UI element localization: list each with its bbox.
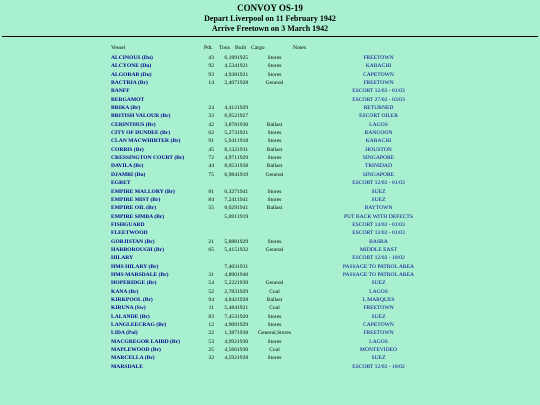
cell-built: 1930	[237, 347, 249, 354]
cell-notes: ESCORT 14/02 - 01/03	[352, 221, 405, 228]
table-row	[111, 121, 461, 129]
cell-tons: 2,783	[224, 288, 237, 295]
cell-pdt	[198, 254, 214, 262]
cell-cargo: General,Stores	[257, 330, 292, 337]
cell-pdt: 45	[208, 146, 214, 153]
vessel-link[interactable]: BACTRIA (Br)	[111, 80, 148, 87]
vessel-link[interactable]: HILARY	[111, 255, 134, 262]
cell-notes: LAGOS	[369, 288, 388, 295]
cell-pdt: 54	[208, 280, 214, 287]
cell-pdt: 43	[208, 55, 214, 61]
cell-notes: FREETOWN	[363, 305, 394, 312]
cell-built: 1928	[237, 355, 249, 362]
cell-built: 1929	[237, 155, 249, 162]
cell-pdt: 91	[208, 138, 214, 145]
cell-tons: 5,273	[224, 130, 237, 137]
vessel-link[interactable]: BRIKA (Br)	[111, 105, 141, 112]
col-header-built: Built	[235, 45, 247, 51]
cell-cargo: Stores	[267, 322, 282, 328]
table-row	[111, 246, 461, 254]
table-row	[111, 129, 461, 137]
cell-cargo	[253, 104, 296, 112]
vessel-link[interactable]: ALCYONE (Du)	[111, 63, 152, 70]
vessel-link[interactable]: EMPIRE MALLORY (Br)	[111, 188, 175, 195]
header-divider	[2, 36, 538, 37]
cell-cargo	[253, 179, 296, 187]
vessel-link[interactable]: CRESSINGTON COURT (Br)	[111, 155, 185, 162]
cell-built	[237, 254, 253, 262]
cell-cargo: Ballast	[266, 163, 283, 170]
page-title: CONVOY OS-19	[237, 3, 303, 13]
cell-cargo	[253, 263, 296, 271]
vessel-link[interactable]: EGRET	[111, 180, 131, 187]
cell-built: 1920	[237, 313, 249, 320]
vessel-link[interactable]: MARCELLA (Br)	[111, 355, 155, 362]
cell-notes: ESCORT 12/02 - 18/02	[352, 363, 405, 370]
cell-cargo: Stores	[267, 155, 282, 162]
cell-cargo	[253, 87, 296, 95]
cell-cargo: General	[265, 280, 284, 287]
table-row	[111, 204, 461, 212]
cell-notes: SINGAPORE	[362, 155, 395, 162]
cell-tons	[214, 87, 237, 95]
cell-tons	[214, 96, 237, 104]
cell-pdt: 12	[208, 322, 214, 328]
cell-built: 1941	[237, 188, 249, 195]
table-row	[111, 363, 461, 371]
cell-notes: SUEZ	[371, 355, 386, 362]
col-header-vessel: Vessel	[111, 45, 126, 51]
vessel-link[interactable]: HMS HILARY (Br)	[111, 263, 159, 270]
cell-cargo: Stores	[267, 196, 282, 203]
cell-cargo	[253, 221, 296, 229]
cell-notes: PASSAGE TO PATROL AREA	[342, 271, 415, 278]
vessel-link[interactable]: FISHGUARD	[111, 221, 145, 228]
cell-pdt: 25	[208, 347, 214, 354]
cell-cargo	[253, 271, 296, 279]
cell-cargo: Ballast	[266, 146, 283, 153]
cell-tons: 5,415	[224, 246, 237, 253]
cell-built	[237, 179, 253, 187]
cell-built	[237, 229, 253, 237]
cell-cargo: Coal	[269, 305, 280, 312]
cell-built: 1929	[237, 238, 249, 245]
cell-pdt	[198, 96, 214, 104]
cell-notes: PUT BACK WITH DEFECTS	[344, 213, 413, 220]
vessel-link[interactable]: HOPERIDGE (Br)	[111, 280, 157, 287]
cell-tons: 2,407	[224, 80, 237, 87]
cell-pdt: 53	[208, 338, 214, 345]
table-row	[111, 96, 461, 104]
cell-notes: CAPETOWN	[363, 71, 394, 78]
table-row	[111, 137, 461, 145]
cell-notes: MIDDLE EAST	[359, 246, 398, 253]
cell-notes: KARACHI	[365, 138, 392, 145]
cell-notes: FREETOWN	[363, 80, 394, 87]
cell-tons: 1,387	[224, 330, 237, 337]
cell-built: 1919	[237, 213, 249, 220]
cell-pdt: 72	[208, 155, 214, 162]
cell-tons: 4,566	[224, 347, 237, 354]
cell-pdt	[198, 213, 214, 221]
cell-built: 1941	[237, 205, 249, 212]
cell-notes: L MARQUES	[362, 296, 395, 303]
cell-tons: 4,592	[224, 355, 237, 362]
cell-built: 1925	[237, 55, 249, 61]
cell-notes: SUEZ	[371, 313, 386, 320]
cell-built: 1929	[237, 288, 249, 295]
vessel-link[interactable]: EMPIRE OIL (Br)	[111, 205, 157, 212]
cell-cargo: Stores	[267, 238, 282, 245]
table-row	[111, 254, 461, 262]
cell-built: 1927	[237, 113, 249, 120]
cell-built: 1921	[237, 305, 249, 312]
cell-cargo	[253, 254, 296, 262]
vessel-link[interactable]: DAVILA (Br)	[111, 163, 144, 170]
cell-notes: KARACHI	[365, 63, 392, 70]
vessel-link[interactable]: CLAN MACWHIRTER (Br)	[111, 138, 181, 145]
cell-cargo	[253, 229, 296, 237]
table-row	[111, 271, 461, 279]
cell-cargo	[253, 96, 296, 104]
cell-built: 1941	[237, 196, 249, 203]
vessel-link[interactable]: HARBOROUGH (Br)	[111, 246, 164, 253]
table-row	[111, 112, 461, 120]
cell-tons: 8,029	[224, 205, 237, 212]
cell-tons: 4,971	[224, 155, 237, 162]
table-row	[111, 321, 461, 329]
vessel-link[interactable]: KANA (Br)	[111, 288, 139, 295]
cell-built: 1931	[237, 263, 249, 270]
cell-tons: 6,984	[224, 171, 237, 178]
vessel-link[interactable]: BERGAMOT	[111, 96, 145, 103]
cell-pdt: 33	[208, 113, 214, 120]
cell-tons	[214, 221, 237, 229]
table-row	[111, 79, 461, 87]
cell-pdt	[198, 179, 214, 187]
cell-pdt: 92	[208, 63, 214, 70]
cell-notes: ESCORT 12/02 - 18/02	[352, 255, 405, 262]
cell-cargo: Stores	[267, 71, 282, 78]
cell-notes: RANGOON	[364, 130, 393, 137]
cell-cargo: Stores	[267, 338, 282, 345]
vessel-link[interactable]: BANFF	[111, 88, 130, 95]
cell-notes: ESCORT OILER	[359, 113, 398, 120]
vessel-link[interactable]: BRITISH VALOUR (Br)	[111, 113, 171, 120]
cell-cargo: Ballast	[266, 296, 283, 303]
cell-tons: 4,992	[224, 338, 237, 345]
cell-tons: 6,189	[224, 55, 237, 61]
cell-notes: ESCORT 27/02 - 03/03	[352, 96, 405, 103]
convoy-table-body	[111, 54, 461, 371]
cell-pdt	[198, 221, 214, 229]
cell-tons: 4,412	[224, 105, 237, 112]
vessel-link[interactable]: LALANDE (Br)	[111, 313, 150, 320]
cell-cargo: Stores	[267, 138, 282, 145]
cell-cargo: Coal	[269, 288, 280, 295]
cell-tons: 5,484	[224, 305, 237, 312]
table-row	[111, 146, 461, 154]
table-row	[111, 313, 461, 321]
cell-notes: FREETOWN	[363, 55, 394, 61]
table-row	[111, 171, 461, 179]
cell-notes: HOUSTON	[365, 146, 392, 153]
cell-pdt	[198, 87, 214, 95]
table-row	[111, 188, 461, 196]
vessel-link[interactable]: ALGORAB (Du)	[111, 71, 152, 78]
cell-built: 1929	[237, 322, 249, 328]
cell-tons: 4,842	[224, 296, 237, 303]
cell-tons: 8,053	[224, 163, 237, 170]
cell-notes: PASSAGE TO PATROL AREA	[342, 263, 415, 270]
cell-pdt: 62	[208, 130, 214, 137]
cell-tons	[214, 254, 237, 262]
cell-tons: 6,327	[224, 188, 237, 195]
cell-notes: ESCORT 12/02 - 01/03	[352, 180, 405, 187]
table-row	[111, 229, 461, 237]
vessel-link[interactable]: ALCINOUS (Du)	[111, 55, 153, 61]
vessel-link[interactable]: KIRKPOOL (Br)	[111, 296, 153, 303]
table-row	[111, 213, 461, 221]
cell-pdt: 32	[208, 355, 214, 362]
cell-tons: 4,534	[224, 63, 237, 70]
cell-built: 1932	[237, 246, 249, 253]
vessel-link[interactable]: MAPLEWOOD (Br)	[111, 347, 161, 354]
table-row	[111, 179, 461, 187]
col-header-cargo: Cargo	[251, 45, 265, 51]
cell-pdt: 52	[208, 288, 214, 295]
cell-tons: 8,132	[224, 146, 237, 153]
cell-tons	[214, 229, 237, 237]
cell-cargo: Ballast	[266, 121, 283, 128]
vessel-link[interactable]: LANGLEECRAG (Br)	[111, 322, 167, 328]
table-row	[111, 329, 461, 337]
cell-notes: LAGOS	[369, 338, 388, 345]
table-row	[111, 54, 461, 62]
cell-tons: 5,941	[224, 138, 237, 145]
cell-cargo: Stores	[267, 188, 282, 195]
cell-notes: BAYTOWN	[364, 205, 393, 212]
cell-tons	[214, 363, 237, 371]
table-row	[111, 304, 461, 312]
cell-tons: 6,952	[224, 113, 237, 120]
cell-cargo: Stores	[267, 313, 282, 320]
cell-notes: LAGOS	[369, 121, 388, 128]
cell-notes: FREETOWN	[363, 330, 394, 337]
table-row	[111, 263, 461, 271]
cell-pdt: 84	[208, 196, 214, 203]
table-row	[111, 346, 461, 354]
vessel-link[interactable]: EMPIRE MIST (Br)	[111, 196, 161, 203]
vessel-link[interactable]: CITY OF DUNDEE (Br)	[111, 130, 171, 137]
depart-line: Depart Liverpool on 11 February 1942	[204, 14, 336, 23]
cell-built: 1921	[237, 63, 249, 70]
cell-built: 1919	[237, 171, 249, 178]
vessel-link[interactable]: KIRUNA (Sw)	[111, 305, 146, 312]
cell-cargo: Stores	[267, 55, 282, 61]
cell-pdt: 42	[208, 121, 214, 128]
cell-cargo: General	[265, 80, 284, 87]
cell-built: 1940	[237, 271, 249, 278]
cell-cargo: General	[265, 171, 284, 178]
cell-cargo	[253, 213, 296, 221]
cell-pdt	[198, 229, 214, 237]
table-row	[111, 296, 461, 304]
cell-notes: SUEZ	[371, 188, 386, 195]
cell-notes: BASRA	[369, 238, 388, 245]
table-row	[111, 288, 461, 296]
table-row	[111, 338, 461, 346]
cell-built: 1938	[237, 330, 249, 337]
cell-built: 1930	[237, 338, 249, 345]
cell-pdt: 31	[208, 271, 214, 278]
cell-built: 1921	[237, 130, 249, 137]
cell-built: 1930	[237, 121, 249, 128]
cell-pdt: 22	[208, 330, 214, 337]
vessel-link[interactable]: MACGREGOR LAIRD (Br)	[111, 338, 180, 345]
cell-notes: TRINIDAD	[364, 163, 393, 170]
table-row	[111, 354, 461, 362]
convoy-table	[111, 54, 461, 371]
cell-pdt	[198, 363, 214, 371]
cell-built	[237, 87, 253, 95]
vessel-link[interactable]: DJAMBI (Du)	[111, 171, 146, 178]
table-row	[111, 162, 461, 170]
cell-pdt: 44	[208, 163, 214, 170]
cell-tons: 3,878	[224, 121, 237, 128]
table-row	[111, 238, 461, 246]
col-header-pdt: Pdt.	[204, 45, 213, 51]
cell-pdt: 93	[208, 71, 214, 78]
cell-built	[237, 221, 253, 229]
cell-notes: ESCORT 12/02 - 01/03	[352, 230, 405, 237]
cell-pdt: 11	[208, 305, 214, 312]
cell-built: 1918	[237, 138, 249, 145]
cell-cargo: Ballast	[266, 205, 283, 212]
cell-cargo	[253, 112, 296, 120]
cell-built: 1939	[237, 280, 249, 287]
cell-built: 1938	[237, 163, 249, 170]
cell-built: 1928	[237, 296, 249, 303]
cell-built: 1921	[237, 71, 249, 78]
cell-tons: 7,453	[224, 313, 237, 320]
cell-cargo: General	[265, 246, 284, 253]
col-header-notes: Notes	[293, 45, 307, 51]
cell-pdt: 14	[208, 80, 214, 87]
cell-notes: MONTEVIDEO	[359, 347, 398, 354]
cell-cargo: Coal	[269, 347, 280, 354]
vessel-link[interactable]: EMPIRE SIMBA (Br)	[111, 213, 165, 220]
table-row	[111, 62, 461, 70]
cell-notes: SINGAPORE	[362, 171, 395, 178]
table-row	[111, 221, 461, 229]
cell-pdt: 81	[208, 188, 214, 195]
cell-tons: 7,403	[224, 263, 237, 270]
vessel-link[interactable]: CERINTHUS (Br)	[111, 121, 156, 128]
cell-notes: CAPETOWN	[363, 322, 394, 328]
cell-pdt: 75	[208, 171, 214, 178]
vessel-link[interactable]: CORBIS (Br)	[111, 146, 144, 153]
cell-notes: ESCORT 12/02 - 01/03	[352, 88, 405, 95]
cell-tons: 7,241	[224, 196, 237, 203]
arrive-line: Arrive Freetown on 3 March 1942	[211, 24, 329, 33]
cell-built	[237, 96, 253, 104]
cell-tons: 4,909	[224, 322, 237, 328]
cell-built	[237, 363, 253, 371]
cell-notes: SUEZ	[371, 196, 386, 203]
vessel-link[interactable]: FLEETWOOD	[111, 230, 148, 237]
table-row	[111, 279, 461, 287]
cell-tons: 4,938	[224, 71, 237, 78]
cell-tons: 4,890	[224, 271, 237, 278]
cell-cargo: Stores	[267, 130, 282, 137]
cell-pdt	[198, 263, 214, 271]
vessel-link[interactable]: GORJISTAN (Br)	[111, 238, 155, 245]
table-row	[111, 196, 461, 204]
vessel-link[interactable]: HMS MARSDALE (Br)	[111, 271, 169, 278]
cell-tons: 5,222	[224, 280, 237, 287]
vessel-link[interactable]: MARSDALE	[111, 363, 144, 370]
vessel-link[interactable]: LIDA (Pol)	[111, 330, 138, 337]
cell-tons: 5,691	[224, 213, 237, 220]
cell-pdt: 21	[208, 238, 214, 245]
cell-cargo: Stores	[267, 355, 282, 362]
cell-cargo	[253, 363, 296, 371]
cell-cargo: Stores	[267, 63, 282, 70]
cell-built: 1928	[237, 80, 249, 87]
cell-pdt: 55	[208, 205, 214, 212]
cell-pdt: 83	[208, 313, 214, 320]
cell-built: 1929	[237, 105, 249, 112]
table-row	[111, 154, 461, 162]
col-header-tons: Tons	[219, 45, 230, 51]
cell-tons	[214, 179, 237, 187]
table-row	[111, 71, 461, 79]
cell-pdt: 24	[208, 105, 214, 112]
cell-notes: SUEZ	[371, 280, 386, 287]
table-row	[111, 104, 461, 112]
cell-tons: 5,888	[224, 238, 237, 245]
cell-pdt: 65	[208, 246, 214, 253]
cell-built: 1931	[237, 146, 249, 153]
table-row	[111, 87, 461, 95]
cell-notes: RETURNED	[363, 105, 394, 112]
cell-pdt: 94	[208, 296, 214, 303]
